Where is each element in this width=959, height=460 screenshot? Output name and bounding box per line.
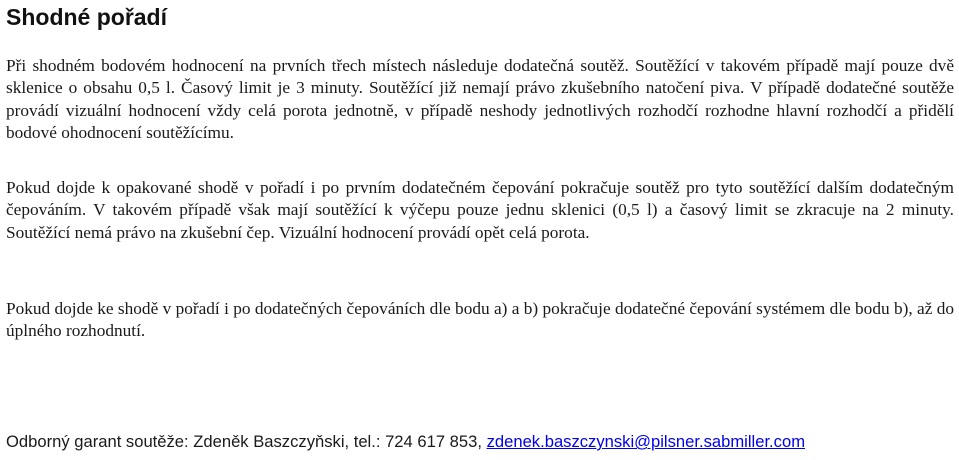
paragraph-2: Pokud dojde k opakované shodě v pořadí i po prvním dodatečném čepování pokračuje soutěž pro tyto soutěžící dalším dodatečným čepováním. V takovém případě však mají soutěžící k výčepu pouze jednu sklenici (0,5 l) a časový limit se zkracuje na 2 minuty. Soutěžící nemá právo na zkušební čep. Vizuální hodnocení provádí opět celá porota. xyxy=(6,178,954,242)
paragraph-1: Při shodném bodovém hodnocení na prvních třech místech následuje dodatečná soutěž. Soutěžící v takovém případě mají pouze dvě sklenice o obsahu 0,5 l. Časový limit je 3 minuty. Soutěžící již nemají právo zkušebního natočení piva. V případě dodatečné soutěže provádí vizuální hodnocení vždy celá porota jednotně, v případě neshody jednotlivých rozhodčí rozhodne hlavní rozhodčí a přidělí bodové ohodnocení soutěžícímu. xyxy=(6,56,954,142)
document-page xyxy=(6,0,954,451)
email-link[interactable]: zdenek.baszczynski@pilsner.sabmiller.com xyxy=(486,432,806,451)
contact-footer xyxy=(6,431,954,453)
paragraph-3: Pokud dojde ke shodě v pořadí i po dodatečných čepováních dle bodu a) a b) pokračuje dodatečné čepování systémem dle bodu b), až do úplného rozhodnutí. xyxy=(6,299,954,341)
page-title: Shodné pořadí xyxy=(6,4,167,30)
contact-text: Odborný garant soutěže: Zdeněk Baszczyňski, tel.: 724 617 853, xyxy=(6,432,487,451)
